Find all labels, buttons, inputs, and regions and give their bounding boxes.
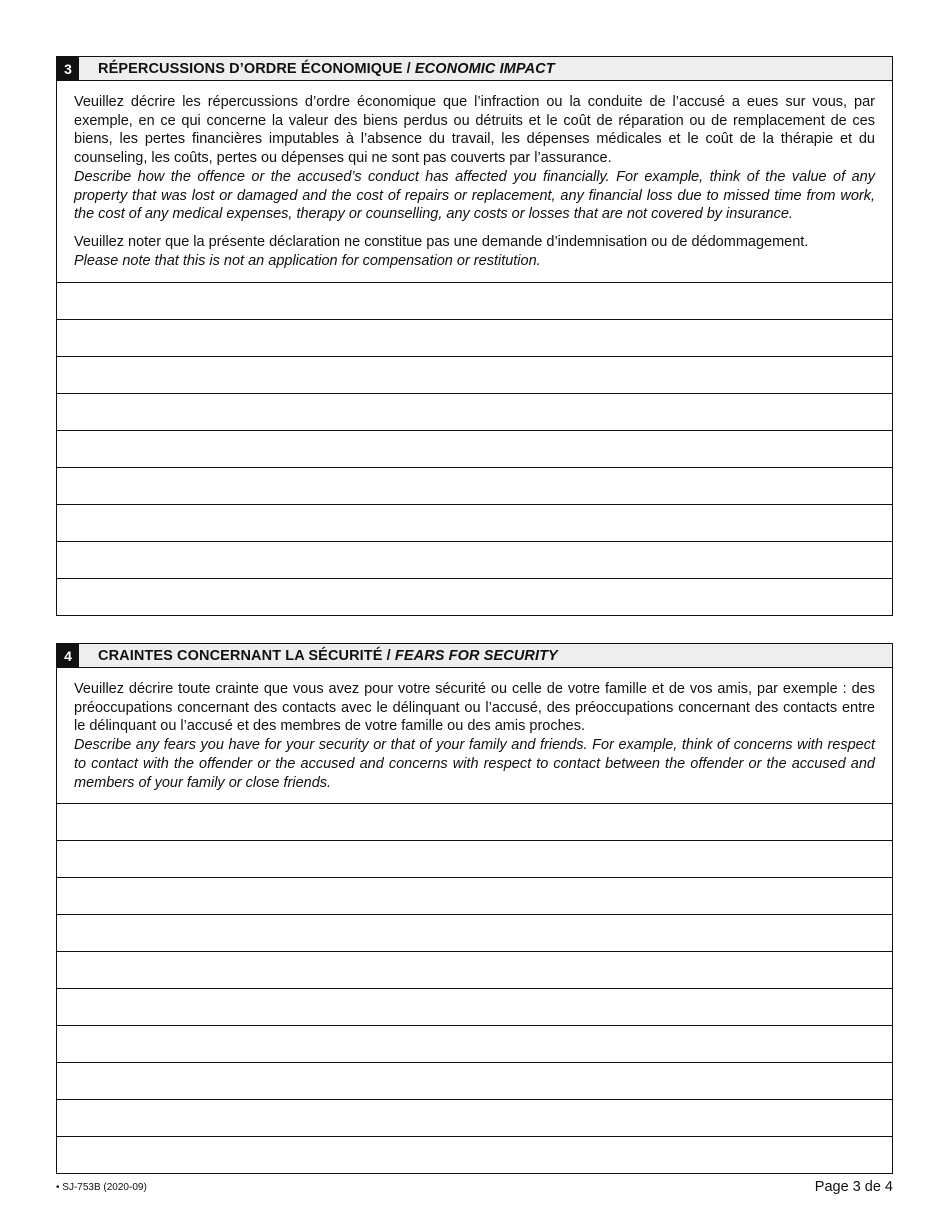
answer-lines[interactable] [57, 282, 892, 615]
form-id: • SJ-753B (2020-09) [56, 1182, 147, 1193]
answer-line[interactable] [57, 356, 892, 393]
answer-line[interactable] [57, 467, 892, 504]
answer-line[interactable] [57, 578, 892, 615]
instructions-en: Describe any fears you have for your security or that of your family and friends. For example, think of concerns with respect to contact with the offender or the accused and concerns with respect to contact between the offender or the accused and members of your family or close friends. [74, 737, 875, 791]
instructions-fr: Veuillez décrire les répercussions d’ordre économique que l’infraction ou la conduite de l’accusé a eues sur vous, par exemple, en ce qui concerne la valeur des biens perdus ou détruits et le coût de réparation ou de remplacement de ces biens, les pertes financières imputables à l’absence du travail, les dépenses médicales et le coût de la thérapie et du counseling, les coûts, pertes ou dépenses qui ne sont pas couverts par l’assurance. [74, 94, 875, 167]
answer-line[interactable] [57, 1099, 892, 1136]
section-title-fr: CRAINTES CONCERNANT LA SÉCURITÉ / [98, 647, 395, 664]
answer-line[interactable] [57, 504, 892, 541]
section-number: 3 [57, 57, 79, 80]
answer-line[interactable] [57, 393, 892, 430]
section-header [57, 644, 892, 668]
answer-line[interactable] [57, 803, 892, 840]
note-en: Please note that this is not an application for compensation or restitution. [74, 252, 541, 269]
answer-line[interactable] [57, 282, 892, 319]
section-header [57, 57, 892, 81]
answer-line[interactable] [57, 1025, 892, 1062]
section-economic-impact [56, 56, 893, 616]
section-title [98, 648, 558, 664]
section-title-en: FEARS FOR SECURITY [394, 647, 558, 664]
answer-line[interactable] [57, 319, 892, 356]
answer-lines[interactable] [57, 803, 892, 1173]
answer-line[interactable] [57, 1136, 892, 1173]
section-title [98, 61, 555, 77]
answer-line[interactable] [57, 840, 892, 877]
section-title-en: ECONOMIC IMPACT [414, 60, 555, 77]
section-fears-for-security [56, 643, 893, 1174]
answer-line[interactable] [57, 541, 892, 578]
answer-line[interactable] [57, 914, 892, 951]
instructions-en: Describe how the offence or the accused’s conduct has affected you financially. For example, think of the value of any property that was lost or damaged and the cost of repairs or replacement, any financial loss due to missed time from work, the cost of any medical expenses, therapy or counselling, any costs or losses that are not covered by insurance. [74, 168, 875, 223]
section-instructions [57, 668, 892, 792]
note-fr: Veuillez noter que la présente déclaration ne constitue pas une demande d’indemnisation ou de dédommagement. [74, 233, 809, 250]
instructions-fr: Veuillez décrire toute crainte que vous avez pour votre sécurité ou celle de votre famille et de vos amis, par exemple : des préoccupations concernant des contacts avec le délinquant ou l’accusé, des préoccupations concernant des contacts entre le délinquant ou l’accusé et des membres de votre famille ou des amis proches. [74, 681, 875, 735]
page-number: Page 3 de 4 [814, 1179, 893, 1195]
answer-line[interactable] [57, 1062, 892, 1099]
section-number: 4 [57, 644, 79, 667]
section-instructions [57, 81, 892, 270]
section-title-fr: RÉPERCUSSIONS D’ORDRE ÉCONOMIQUE / [98, 60, 415, 77]
answer-line[interactable] [57, 988, 892, 1025]
answer-line[interactable] [57, 430, 892, 467]
answer-line[interactable] [57, 877, 892, 914]
answer-line[interactable] [57, 951, 892, 988]
